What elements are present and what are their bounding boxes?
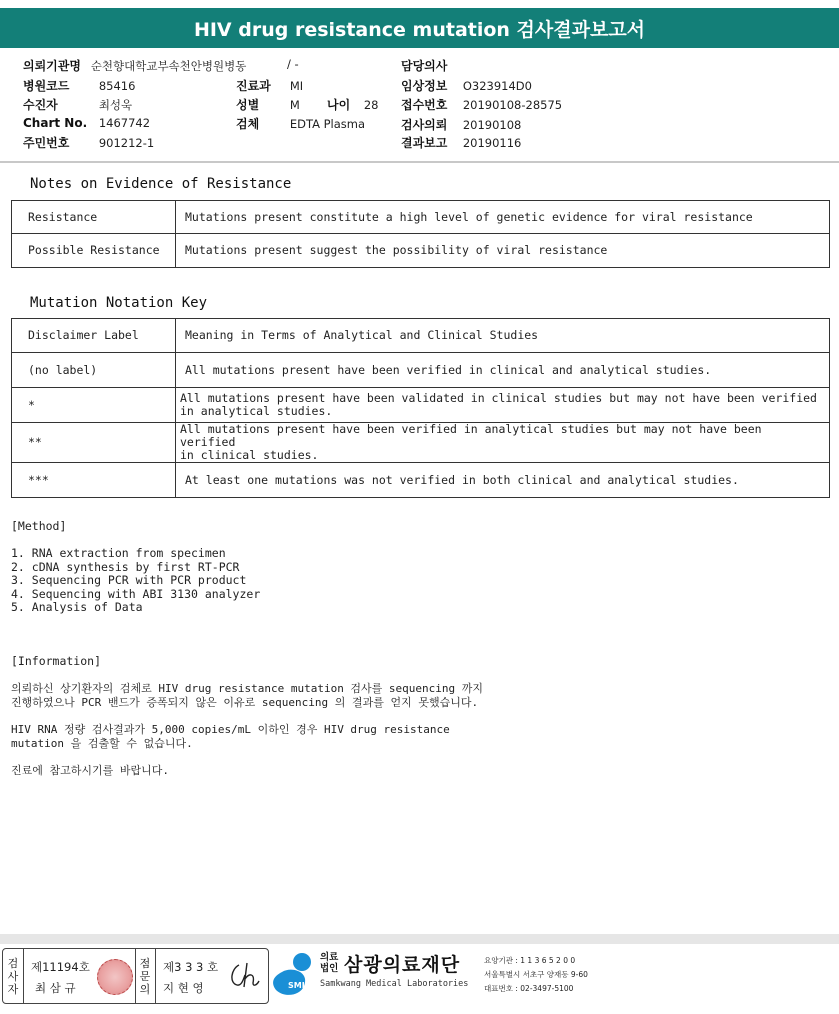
method-item: 4. Sequencing with ABI 3130 analyzer xyxy=(11,587,261,601)
info-value: 901212-1 xyxy=(98,136,155,150)
table-row xyxy=(12,201,830,234)
info-value: 20190108-28575 xyxy=(462,98,563,112)
info-value: 20190108 xyxy=(462,118,522,132)
info-row xyxy=(401,77,532,94)
key-label: (no label) xyxy=(12,353,176,388)
method-item: 2. cDNA synthesis by first RT-PCR xyxy=(11,560,240,574)
info-row xyxy=(327,96,378,113)
info-row xyxy=(23,57,246,74)
info-row xyxy=(401,134,521,151)
information-paragraph: HIV RNA 정량 검사결과가 5,000 copies/mL 이하인 경우 HIV drug resistance mutation 을 검출할 수 없습니다. xyxy=(11,723,450,750)
org-name: 삼광의료재단 xyxy=(344,954,461,976)
report-title: HIV drug resistance mutation 검사결과보고서 xyxy=(0,8,839,48)
column-header: Disclaimer Label xyxy=(12,319,176,353)
info-key: 검사의뢰 xyxy=(401,118,448,132)
tester-label-col xyxy=(3,949,24,1003)
information-paragraph: 의뢰하신 상기환자의 검체로 HIV drug resistance mutation 검사를 sequencing 까지 진행하였으나 PCR 밴드가 증폭되지 않은 이유로 sequencing 의 결과를 얻지 못했습니다. xyxy=(11,682,484,709)
notes-label: Resistance xyxy=(12,201,176,234)
info-key: 나이 xyxy=(327,98,351,112)
info-value: 28 xyxy=(363,98,379,112)
table-row xyxy=(12,353,830,388)
info-key: Chart No. xyxy=(23,116,88,130)
info-key: 담당의사 xyxy=(401,59,448,73)
info-key: 진료과 xyxy=(236,79,271,93)
notes-table xyxy=(11,200,830,268)
info-value: 85416 xyxy=(98,79,136,93)
reviewer-license: 제3 3 3 호 xyxy=(163,960,219,974)
info-key: 의뢰기관명 xyxy=(23,59,81,73)
info-value: MI xyxy=(289,79,304,93)
table-header-row xyxy=(12,319,830,353)
signature-mark xyxy=(225,957,261,993)
method-item: 3. Sequencing PCR with PCR product xyxy=(11,573,247,587)
tester-label: 검 사 자 xyxy=(7,957,19,996)
info-key: 수진자 xyxy=(23,98,58,112)
info-key: 병원코드 xyxy=(23,79,70,93)
key-label: *** xyxy=(12,463,176,498)
method-heading: [Method] xyxy=(11,519,67,533)
info-row xyxy=(236,77,303,94)
org-info-line: 대표번호 : 02-3497-5100 xyxy=(484,984,574,993)
method-item: 5. Analysis of Data xyxy=(11,600,143,614)
key-text: All mutations present have been verified in clinical and analytical studies. xyxy=(176,353,830,388)
info-row xyxy=(401,96,562,113)
info-row xyxy=(401,116,521,133)
info-row xyxy=(23,77,135,94)
info-key: 검체 xyxy=(236,117,260,131)
tester-license: 제11194호 xyxy=(31,960,90,974)
info-key: 성별 xyxy=(236,98,260,112)
key-text: All mutations present have been validated in clinical studies but may not have been verified in analytical studies. xyxy=(176,388,830,423)
table-row xyxy=(12,423,830,463)
method-item: 1. RNA extraction from specimen xyxy=(11,546,226,560)
org-legal-type: 의료 법인 xyxy=(320,952,339,974)
org-info-line: 요양기관 : 1 1 3 6 5 2 0 0 xyxy=(484,956,576,965)
ward-value: / - xyxy=(287,57,299,71)
signature-box xyxy=(2,948,269,1004)
column-header: Meaning in Terms of Analytical and Clinical Studies xyxy=(176,319,830,353)
information-paragraph: 진료에 참고하시기를 바랍니다. xyxy=(11,764,170,777)
footer-band xyxy=(0,934,839,944)
info-key: 접수번호 xyxy=(401,98,448,112)
logo-text: SML xyxy=(288,981,307,990)
table-row xyxy=(12,388,830,423)
key-table xyxy=(11,318,830,498)
info-row xyxy=(236,115,365,132)
notes-title: Notes on Evidence of Resistance xyxy=(30,176,292,192)
reviewer-name: 지 현 영 xyxy=(163,981,204,995)
info-row xyxy=(401,57,459,74)
org-english-name: Samkwang Medical Laboratories xyxy=(320,979,469,989)
info-value: O323914D0 xyxy=(462,79,532,93)
key-text: All mutations present have been verified in analytical studies but may not have been verified in clinical studies. xyxy=(176,423,830,463)
notes-text: Mutations present constitute a high level of genetic evidence for viral resistance xyxy=(176,201,830,234)
seal-stamp xyxy=(97,959,133,995)
info-value: 1467742 xyxy=(98,116,151,130)
info-value: 20190116 xyxy=(462,136,522,150)
table-row xyxy=(12,463,830,498)
key-label: * xyxy=(12,388,176,423)
information-heading: [Information] xyxy=(11,654,102,668)
info-row xyxy=(23,116,150,130)
info-row xyxy=(23,134,154,151)
info-value: EDTA Plasma xyxy=(289,117,366,131)
info-value: 순천향대학교부속천안병원병동 xyxy=(90,59,247,73)
table-row xyxy=(12,234,830,268)
key-text: At least one mutations was not verified in both clinical and analytical studies. xyxy=(176,463,830,498)
org-info-line: 서울특별시 서초구 양재동 9-60 xyxy=(484,970,588,979)
info-row xyxy=(236,96,300,113)
divider xyxy=(0,161,839,163)
info-key: 주민번호 xyxy=(23,136,70,150)
key-title: Mutation Notation Key xyxy=(30,295,208,311)
notes-text: Mutations present suggest the possibility of viral resistance xyxy=(176,234,830,268)
key-label: ** xyxy=(12,423,176,463)
tester-name: 최 삼 규 xyxy=(35,981,76,995)
info-value: 최성욱 xyxy=(98,98,133,112)
info-key: 임상정보 xyxy=(401,79,448,93)
info-value: M xyxy=(289,98,300,112)
reviewer-label: 점 문 의 xyxy=(139,957,151,996)
reviewer-label-col xyxy=(135,949,156,1003)
notes-label: Possible Resistance xyxy=(12,234,176,268)
info-row xyxy=(23,96,132,113)
sml-logo-icon xyxy=(270,950,318,1000)
info-key: 결과보고 xyxy=(401,136,448,150)
